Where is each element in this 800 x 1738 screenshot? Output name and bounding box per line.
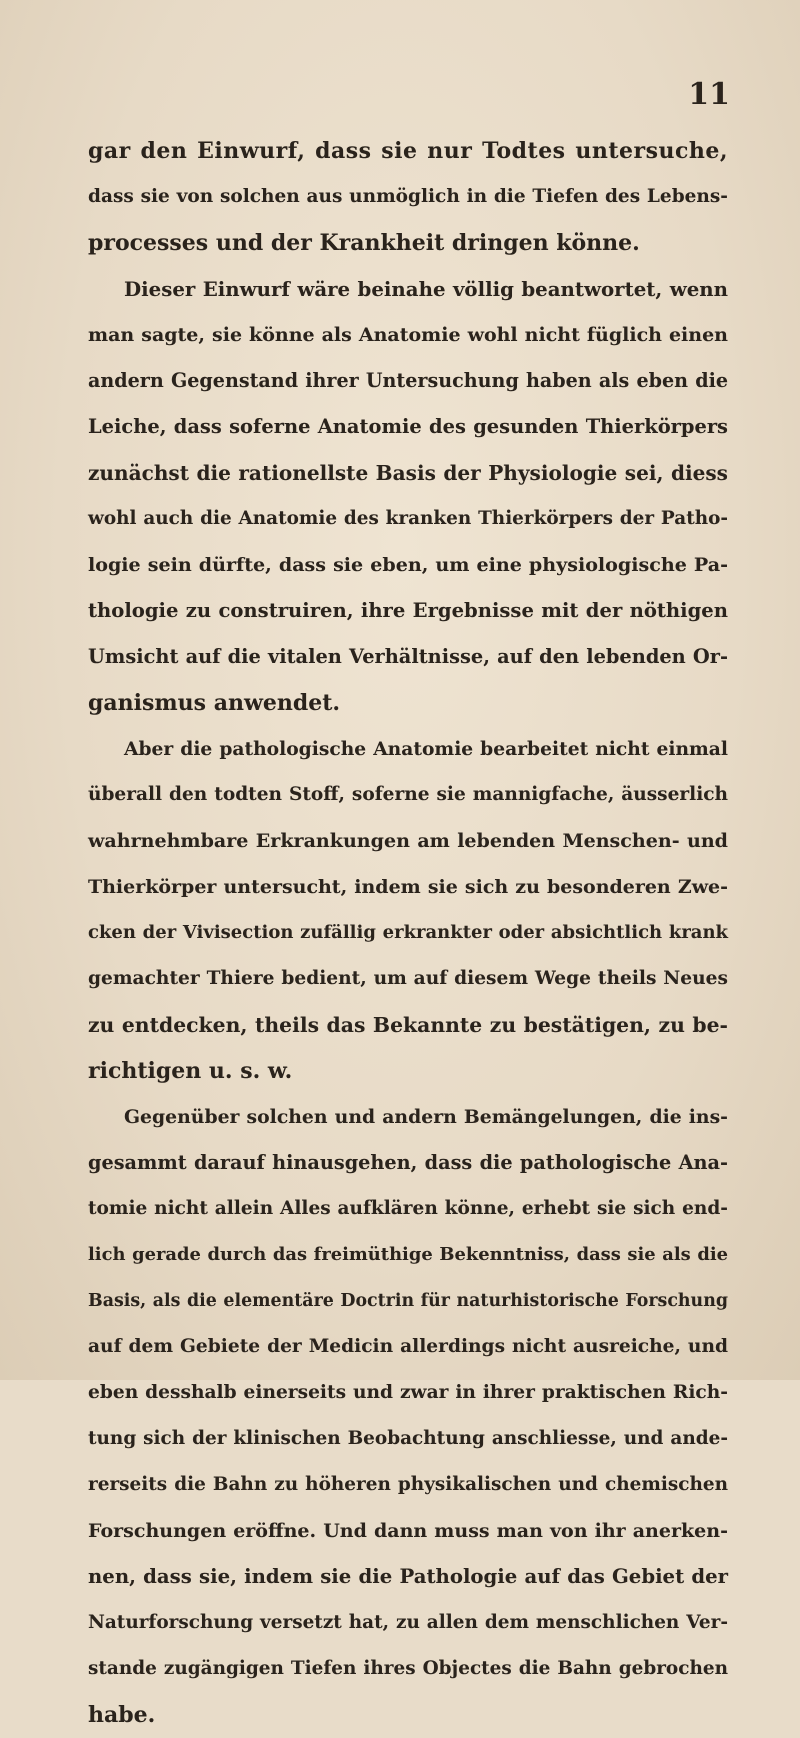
text-line: Thierkörper untersucht, indem sie sich zu besonderen Zwe- bbox=[88, 876, 728, 898]
page-number: 11 bbox=[688, 77, 730, 112]
text-line: dass sie von solchen aus unmöglich in die Tiefen des Lebens- bbox=[88, 186, 728, 207]
text-line: logie sein dürfte, dass sie eben, um eine physiologische Pa- bbox=[88, 553, 728, 576]
text-line: man sagte, sie könne als Anatomie wohl nicht füglich einen bbox=[88, 324, 728, 346]
text-line: processes und der Krankheit dringen könne. bbox=[88, 230, 640, 256]
text-line: auf dem Gebiete der Medicin allerdings nicht ausreiche, und bbox=[88, 1336, 728, 1357]
text-line: richtigen u. s. w. bbox=[88, 1058, 293, 1084]
text-line: lich gerade durch das freimüthige Bekenntniss, dass sie als die bbox=[88, 1244, 728, 1265]
text-line: andern Gegenstand ihrer Untersuchung haben als eben die bbox=[88, 369, 728, 392]
text-line: nen, dass sie, indem sie die Pathologie auf das Gebiet der bbox=[88, 1565, 728, 1588]
text-line: Leiche, dass soferne Anatomie des gesunden Thierkörpers bbox=[88, 415, 728, 438]
text-line: wohl auch die Anatomie des kranken Thierkörpers der Patho- bbox=[88, 508, 728, 529]
paragraph-start-line: Aber die pathologische Anatomie bearbeitet nicht einmal bbox=[124, 738, 728, 760]
text-line: Basis, als die elementäre Doctrin für naturhistorische Forschung bbox=[88, 1291, 728, 1311]
text-line: gesammt darauf hinausgehen, dass die pathologische Ana- bbox=[88, 1151, 728, 1174]
text-line: habe. bbox=[88, 1702, 156, 1728]
text-line: gemachter Thiere bedient, um auf diesem Wege theils Neues bbox=[88, 968, 728, 989]
text-line: Umsicht auf die vitalen Verhältnisse, auf den lebenden Or- bbox=[88, 645, 728, 668]
text-line: tomie nicht allein Alles aufklären könne, erhebt sie sich end- bbox=[88, 1198, 728, 1219]
text-line: zunächst die rationellste Basis der Physiologie sei, diess bbox=[88, 461, 728, 485]
text-line: gar den Einwurf, dass sie nur Todtes untersuche, bbox=[88, 138, 728, 164]
paragraph-start-line: Gegenüber solchen und andern Bemängelungen, die ins- bbox=[124, 1106, 728, 1128]
text-line: stande zugängigen Tiefen ihres Objectes die Bahn gebrochen bbox=[88, 1658, 728, 1679]
text-line: wahrnehmbare Erkrankungen am lebenden Menschen- und bbox=[88, 830, 728, 852]
text-line: thologie zu construiren, ihre Ergebnisse mit der nöthigen bbox=[88, 599, 728, 622]
text-line: eben desshalb einerseits und zwar in ihrer praktischen Rich- bbox=[88, 1382, 728, 1403]
text-line: zu entdecken, theils das Bekannte zu bestätigen, zu be- bbox=[88, 1013, 728, 1037]
text-line: überall den todten Stoff, soferne sie mannigfache, äusserlich bbox=[88, 784, 728, 805]
body-text bbox=[88, 128, 728, 1738]
text-line: Naturforschung versetzt hat, zu allen dem menschlichen Ver- bbox=[88, 1612, 728, 1633]
paragraph-start-line: Dieser Einwurf wäre beinahe völlig beantwortet, wenn bbox=[124, 277, 728, 301]
text-line: rerseits die Bahn zu höheren physikalischen und chemischen bbox=[88, 1474, 728, 1495]
text-line: cken der Vivisection zufällig erkrankter oder absichtlich krank bbox=[88, 922, 728, 943]
text-line: ganismus anwendet. bbox=[88, 690, 341, 716]
text-line: tung sich der klinischen Beobachtung anschliesse, und ande- bbox=[88, 1428, 728, 1449]
text-line: Forschungen eröffne. Und dann muss man von ihr anerken- bbox=[88, 1520, 728, 1542]
